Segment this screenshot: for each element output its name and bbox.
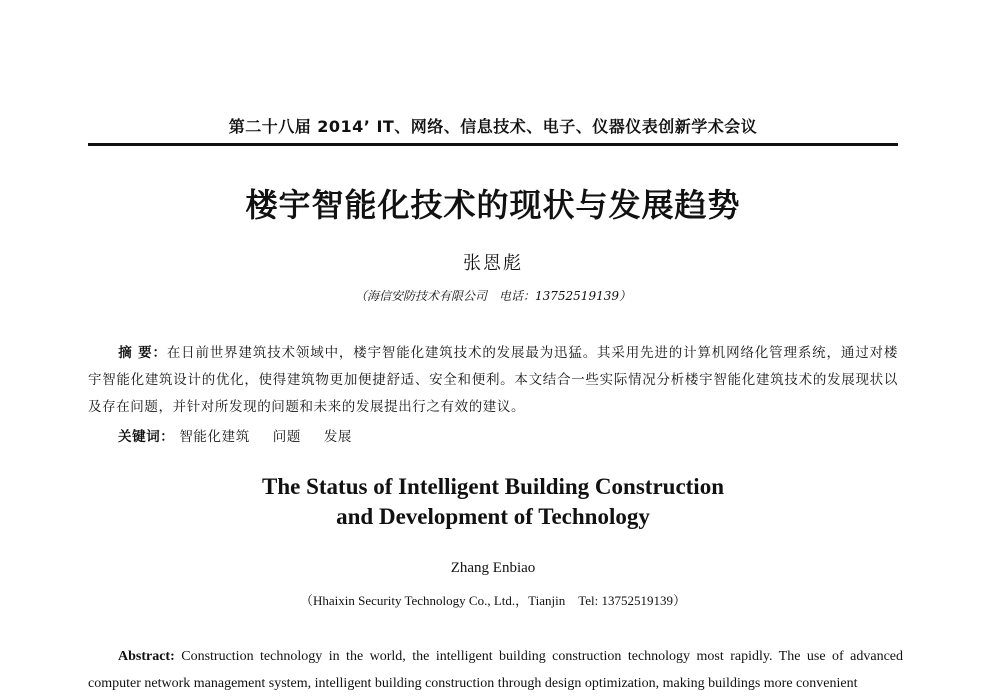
author-affiliation-cn: （海信安防技术有限公司 电话：13752519139）	[355, 289, 631, 303]
abstract-en	[88, 643, 903, 697]
abstract-text-en: Construction technology in the world, the intelligent building construction technology most rapidly. The use of advanced computer network management system, intelligent building construction through design optimization, making buildings more convenient	[88, 649, 904, 691]
author-name-cn: 张恩彪	[463, 253, 523, 274]
abstract-label-en: Abstract:	[118, 649, 175, 664]
author-name-en: Zhang Enbiao	[450, 560, 536, 576]
keywords-label-cn: 关键词：	[118, 429, 175, 445]
author-affiliation-en: （Hhaixin Security Technology Co., Ltd.，Tianjin Tel: 13752519139）	[300, 593, 686, 608]
abstract-cn	[88, 340, 898, 421]
keyword: 问题	[272, 429, 301, 445]
conference-header: 第二十八届 2014’ IT、网络、信息技术、电子、仪器仪表创新学术会议	[228, 117, 758, 136]
abstract-label-cn: 摘 要：	[118, 345, 167, 361]
paper-title-en	[88, 472, 898, 532]
keywords-cn	[118, 425, 898, 445]
abstract-text-cn: 在日前世界建筑技术领域中，楼宇智能化建筑技术的发展最为迅猛。其采用先进的计算机网络化管理系统，通过对楼宇智能化建筑设计的优化，使得建筑物更加便捷舒适、安全和便利。本文结合一些实际情况分析楼宇智能化建筑技术的发展现状以及存在问题，并针对所发现的问题和未来的发展提出行之有效的建议。	[88, 345, 898, 415]
paper-title-cn: 楼宇智能化技术的现状与发展趋势	[245, 186, 741, 224]
keyword: 发展	[323, 429, 353, 445]
paper-title-en-line1: The Status of Intelligent Building Construction	[262, 474, 724, 499]
header-rule	[88, 143, 898, 146]
keyword: 智能化建筑	[179, 429, 250, 445]
paper-title-en-line2: and Development of Technology	[336, 504, 650, 529]
